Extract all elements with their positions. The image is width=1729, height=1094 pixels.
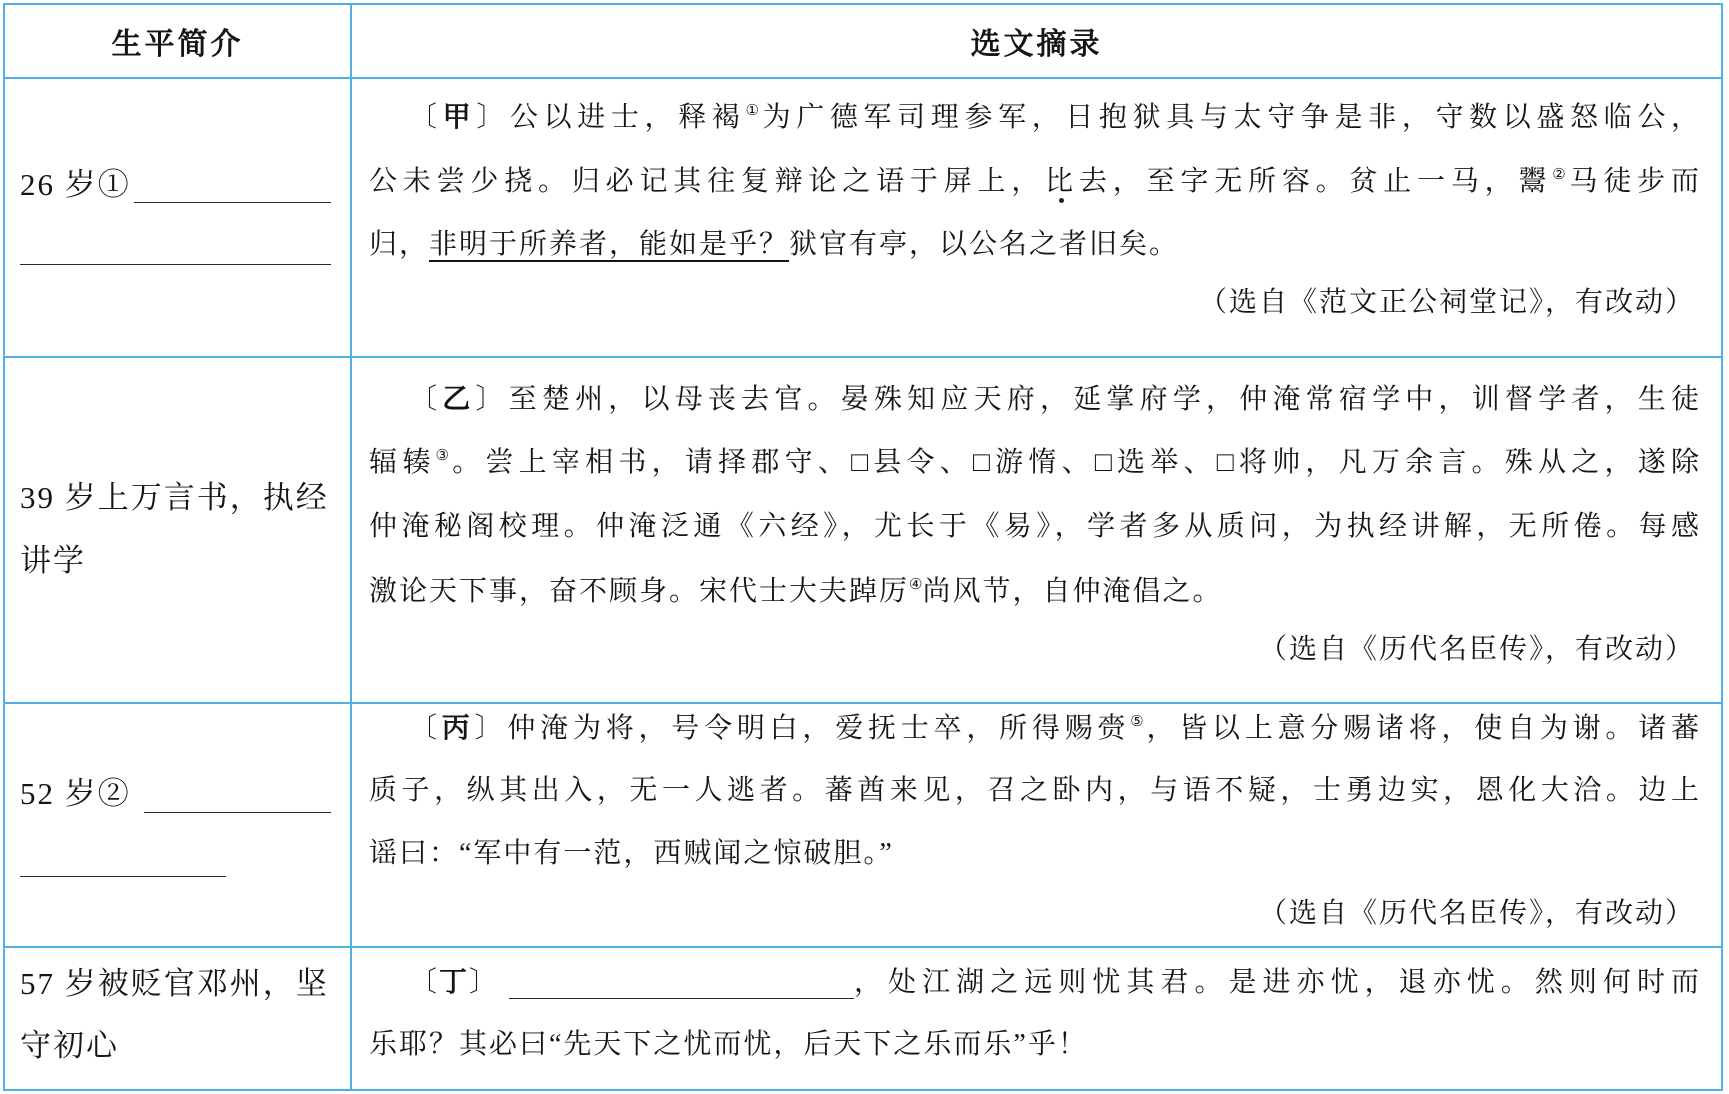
excerpt-text: 仲淹秘阁校理。仲淹泛通《六经》，尤长于《易》，学者多从质问，为执经讲解，无所倦。每感 [369,511,1701,542]
marker-open-bracket: 〔 [409,384,443,415]
bio-line: 57 岁被贬官邓州，坚 [20,966,329,1001]
passage-marker-group [409,713,507,744]
excerpt-line [369,507,1701,547]
excerpt-text: 。尝上宰相书，请择郡守、□县令、□游惰、□选举、□将帅，凡万余言。殊从之，遂除 [452,447,1701,478]
underlined-sentence: 非明于所养者，能如是乎？ [429,229,790,260]
passage-marker: 乙 [442,384,476,415]
bio-line: 39 岁上万言书，执经 [20,480,329,515]
source-citation: （选自《历代名臣传》，有改动） [1258,634,1695,665]
excerpt-text: 尚风节，自仲淹倡之。 [922,576,1223,607]
excerpt-line [409,709,1701,749]
emphasis-dotted-char: 比 [1045,166,1079,197]
excerpt-cell [352,79,1721,356]
excerpt-text: 归， [369,229,430,260]
excerpt-cell [352,704,1721,946]
excerpt-cell [352,948,1721,1089]
marker-close-bracket: 〕 [476,102,510,133]
excerpt-line [369,1025,1701,1065]
bio-cell [5,79,352,356]
excerpt-text: 狱官有亭，以公名之者旧矣。 [789,229,1180,260]
bio-line: 讲学 [20,543,86,578]
excerpt-line [369,443,1701,483]
table-row [5,77,1721,356]
excerpt-line [369,572,1701,612]
excerpt-text: 至楚州，以母丧去官。晏殊知应天府，延掌府学，仲淹常宿学中，训督学者，生徒 [508,384,1701,415]
table-row [5,946,1721,1089]
marker-open-bracket: 〔 [409,967,440,998]
passage-marker-group [409,963,499,1003]
excerpt-line [369,771,1701,811]
bio-cell [5,948,352,1089]
header-excerpt-column [352,5,1721,77]
bio-cell [5,358,352,702]
answer-blank [20,264,331,265]
table-row [5,702,1721,946]
excerpt-line [409,963,1701,1003]
footnote-mark: ③ [435,448,453,464]
header-bio-column [5,5,352,77]
excerpt-line [409,380,1701,420]
marker-close-bracket: 〕 [475,384,509,415]
table-row [5,356,1721,702]
answer-blank [134,202,331,203]
excerpt-line [369,225,1701,265]
passage-marker-group [409,102,510,133]
source-citation: （选自《范文正公祠堂记》，有改动） [1198,287,1695,318]
passage-marker: 丙 [441,713,475,744]
passage-marker: 甲 [442,102,477,133]
footnote-mark: ② [1552,167,1570,183]
bio-cell [5,704,352,946]
answer-blank [20,876,226,877]
excerpt-text: 马徒步而 [1569,166,1701,197]
passage-marker: 丁 [439,967,470,998]
source-citation: （选自《历代名臣传》，有改动） [1258,898,1695,929]
header-bio-label: 生平简介 [111,27,244,62]
passage-marker-group [409,384,509,415]
excerpt-text: 去，至字无所容。贫止一马，鬻 [1078,166,1553,197]
excerpt-text: 激论天下事，奋不顾身。宋代士大夫踔厉 [369,576,910,607]
bio-line: 52 岁② [20,776,131,811]
marker-open-bracket: 〔 [409,102,443,133]
biography-excerpt-table [3,3,1723,1091]
excerpt-cell [352,358,1721,702]
marker-open-bracket: 〔 [409,713,442,744]
excerpt-line [369,834,1701,874]
excerpt-text: 为广德军司理参军，日抱狱具与太守争是非，守数以盛怒临公， [762,102,1701,133]
excerpt-text: 质子，纵其出入，无一人逃者。蕃酋来见，召之卧内，与语不疑，士勇边实，恩化大洽。边上 [369,775,1701,806]
footnote-mark: ④ [909,577,923,593]
excerpt-text: 辐辏 [369,447,436,478]
answer-blank [509,963,854,999]
excerpt-line [409,98,1701,138]
excerpt-line [369,162,1701,202]
footnote-mark: ① [745,103,763,119]
excerpt-text: 乐耶？其必曰“先天下之忧而忧，后天下之乐而乐”乎！ [369,1029,1088,1060]
excerpt-text: 仲淹为将，号令明白，爱抚士卒，所得赐赍 [507,713,1131,744]
excerpt-text: 公以进士，释褐 [509,102,746,133]
bio-line: 守初心 [20,1028,119,1063]
table-header-row [5,5,1721,77]
marker-close-bracket: 〕 [474,713,508,744]
answer-blank [144,812,331,813]
bio-line: 26 岁① [20,167,131,202]
excerpt-text: 谣曰：“军中有一范，西贼闻之惊破胆。” [369,838,894,869]
excerpt-text: 公未尝少挠。归必记其往复辩论之语于屏上， [369,166,1046,197]
marker-close-bracket: 〕 [469,967,500,998]
excerpt-text: ，处江湖之远则忧其君。是进亦忧，退亦忧。然则何时而 [854,967,1701,998]
footnote-mark: ⑤ [1130,714,1147,730]
header-excerpt-label: 选文摘录 [970,27,1103,62]
excerpt-text: ，皆以上意分赐诸将，使自为谢。诸蕃 [1146,713,1701,744]
